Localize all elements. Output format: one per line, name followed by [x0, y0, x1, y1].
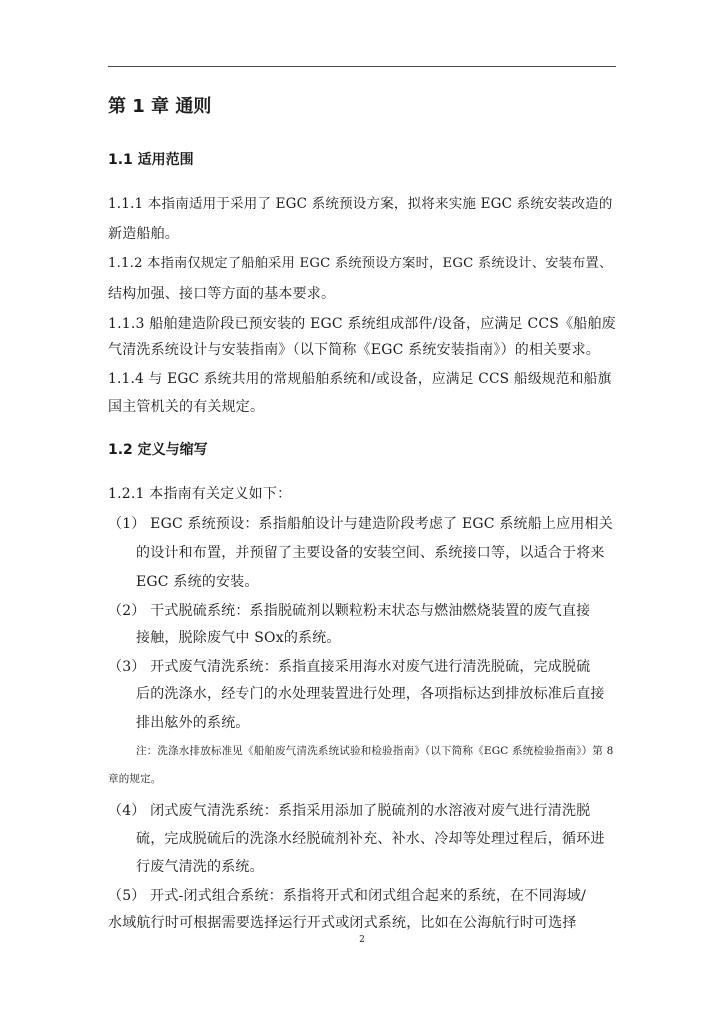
paragraph-line: 1.2.1 本指南有关定义如下：: [108, 486, 292, 502]
page-number: 2: [359, 935, 365, 945]
note-line: 章的规定。: [108, 773, 162, 785]
list-item-line: 后的洗涤水，经专门的水处理装置进行处理，各项指标达到排放标准后直接: [136, 686, 605, 702]
paragraph-line: 1.1.2 本指南仅规定了船舶采用 EGC 系统预设方案时，EGC 系统设计、安装布置、: [108, 256, 613, 271]
paragraph-line: 气清洗系统设计与安装指南》（以下简称《EGC 系统安装指南》）的相关要求。: [108, 342, 600, 358]
list-item-line: （2） 干式脱硫系统：系指脱硫剂以颗粒粉末状态与燃油燃烧装置的废气直接: [108, 603, 591, 619]
list-item-line: （3） 开式废气清洗系统：系指直接采用海水对废气进行清洗脱硫，完成脱硫: [108, 659, 591, 675]
section-title-scope: 1.1 适用范围: [108, 152, 194, 168]
header-rule: [108, 66, 616, 67]
paragraph-line: 新造船舶。: [108, 226, 179, 242]
chapter-title: 第 1 章 通则: [108, 96, 212, 117]
list-item-line: 排出舷外的系统。: [136, 715, 250, 731]
list-item-line: （5） 开式-闭式组合系统：系指将开式和闭式组合起来的系统，在不同海域/: [108, 888, 587, 904]
paragraph-line: 1.1.4 与 EGC 系统共用的常规船舶系统和/或设备，应满足 CCS 船级规范和船旗: [108, 371, 612, 387]
list-item-line: （4） 闭式废气清洗系统：系指采用添加了脱硫剂的水溶液对废气进行清洗脱: [108, 803, 591, 819]
list-item-line: 接触，脱除废气中 SOx的系统。: [136, 630, 341, 646]
note-line: 注：洗涤水排放标准见《船舶废气清洗系统试验和检验指南》（以下简称《EGC 系统检验指南》）第 8: [136, 745, 614, 757]
paragraph-line: 1.1.3 船舶建造阶段已预安装的 EGC 系统组成部件/设备，应满足 CCS《船舶废: [108, 316, 616, 332]
list-item-line: 硫，完成脱硫后的洗涤水经脱硫剂补充、补水、冷却等处理过程后，循环进: [136, 831, 605, 847]
paragraph-line: 国主管机关的有关规定。: [108, 399, 265, 415]
list-item-line: 行废气清洗的系统。: [136, 859, 264, 875]
paragraph-line: 1.1.1 本指南适用于采用了 EGC 系统预设方案，拟将来实施 EGC 系统安装改造的: [108, 196, 613, 212]
section-title-definitions: 1.2 定义与缩写: [108, 442, 208, 458]
paragraph-line: 结构加强、接口等方面的基本要求。: [108, 286, 336, 302]
list-item-line: 水域航行时可根据需要选择运行开式或闭式系统，比如在公海航行时可选择: [108, 915, 577, 931]
list-item-line: 的设计和布置，并预留了主要设备的安装空间、系统接口等，以适合于将来: [136, 545, 605, 561]
list-item-line: （1） EGC 系统预设：系指船舶设计与建造阶段考虑了 EGC 系统船上应用相关: [108, 516, 613, 532]
list-item-line: EGC 系统的安装。: [136, 574, 259, 590]
